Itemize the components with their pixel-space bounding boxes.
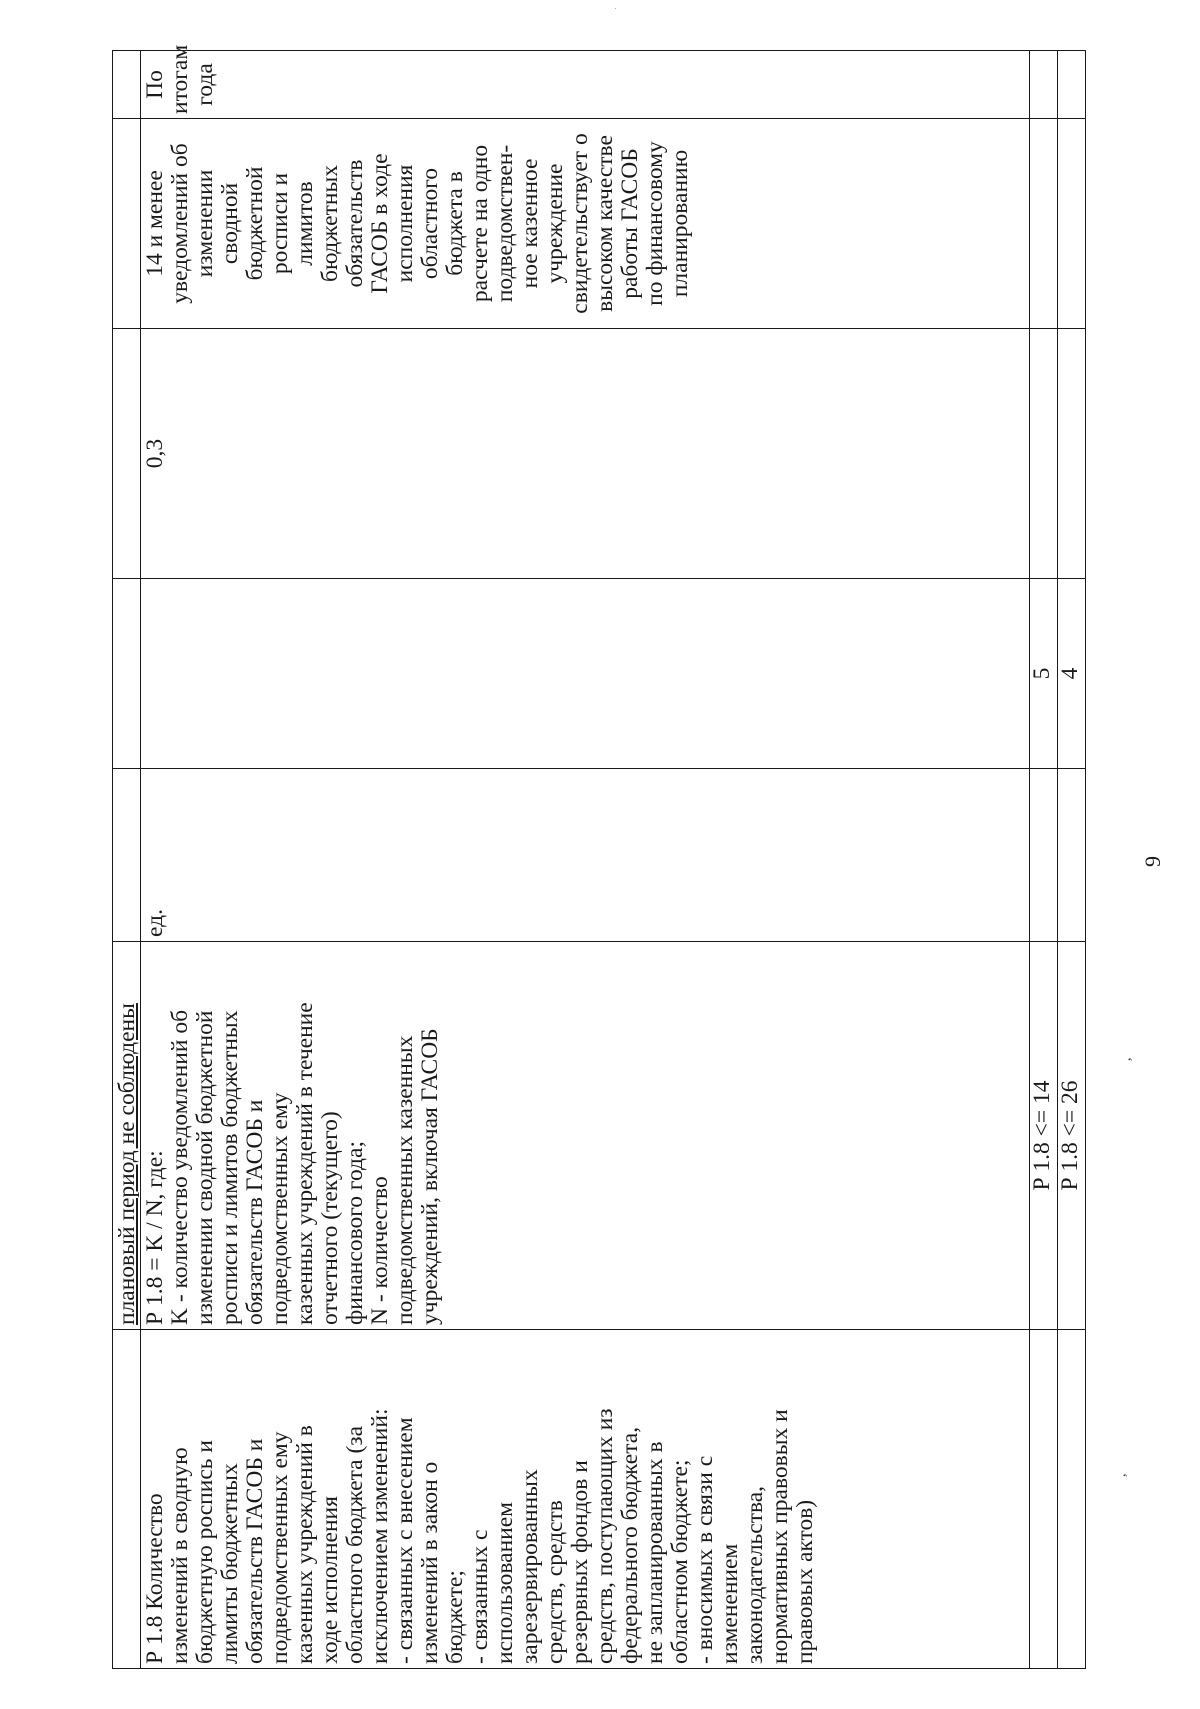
formula-line: отчетного (текущего) bbox=[317, 1111, 343, 1325]
unit-cell bbox=[113, 769, 141, 942]
indicator-line: - вносимых в связи с bbox=[692, 1455, 718, 1664]
comment-line: уведомлений об bbox=[167, 143, 193, 304]
indicator-line: - связанных с bbox=[467, 1529, 493, 1664]
comment-line: планированию bbox=[667, 149, 693, 298]
indicator-line: средств, поступающих из bbox=[592, 1408, 618, 1664]
comment-line: сводной bbox=[217, 182, 243, 265]
comment-line: обязательств bbox=[342, 159, 368, 288]
method-cell bbox=[113, 942, 141, 1330]
indicator-cell bbox=[113, 1330, 141, 1669]
formula-line: изменении сводной бюджетной bbox=[192, 1010, 218, 1325]
indicator-text bbox=[143, 1334, 818, 1664]
indicator-line: бюджете; bbox=[442, 1570, 468, 1664]
scan-speck: . bbox=[612, 7, 618, 9]
indicator-line: средств, средств bbox=[542, 1500, 568, 1664]
indicator-line: изменений в сводную bbox=[167, 1447, 193, 1664]
points-cell bbox=[1058, 579, 1086, 769]
formula-line: Р 1.8 = K / N, где: bbox=[142, 1150, 168, 1325]
points-text: 4 bbox=[1057, 667, 1083, 680]
indicator-line: ходе исполнения bbox=[317, 1496, 343, 1664]
indicator-line: использованием bbox=[492, 1501, 518, 1664]
comment-line: подведомствен- bbox=[492, 144, 518, 303]
score-row bbox=[1058, 51, 1086, 1669]
method-text: плановый период не соблюдены bbox=[114, 1003, 140, 1325]
indicator-line: правовых актов) bbox=[792, 1499, 818, 1664]
comment-line: бюджетных bbox=[317, 164, 343, 283]
comment-text bbox=[143, 123, 693, 324]
indicator-line: областном бюджете; bbox=[667, 1459, 693, 1664]
points-cell bbox=[113, 579, 141, 769]
comment-line: росписи и bbox=[267, 172, 293, 275]
indicator-cell bbox=[1058, 1330, 1086, 1669]
comment-line: учреждение bbox=[542, 163, 568, 284]
points-text: 5 bbox=[1029, 667, 1055, 680]
unit-cell bbox=[1058, 769, 1086, 942]
weight-cell bbox=[1058, 329, 1086, 579]
period-cell bbox=[141, 44, 1030, 119]
period-line: По bbox=[142, 70, 168, 99]
comment-line: ГАСОБ в ходе bbox=[367, 153, 393, 294]
indicator-line: изменением bbox=[717, 1543, 743, 1664]
formula-line: K - количество уведомлений об bbox=[167, 1009, 193, 1325]
comment-line: ное казенное bbox=[517, 158, 543, 289]
period-cell bbox=[113, 51, 141, 119]
indicator-line: законодательства, bbox=[742, 1485, 768, 1664]
indicator-row-r1-8 bbox=[141, 51, 1030, 1669]
comment-line: бюджета в bbox=[442, 171, 468, 276]
comment-line: изменении bbox=[192, 169, 218, 278]
condition-cell bbox=[1030, 942, 1058, 1330]
formula-line: подведомственных казенных bbox=[392, 1035, 418, 1325]
period-line: итогам bbox=[167, 44, 193, 114]
criteria-table bbox=[112, 44, 1086, 1669]
indicator-line: федерального бюджета, bbox=[617, 1426, 643, 1664]
condition-text: Р 1.8 <= 14 bbox=[1029, 1080, 1055, 1191]
comment-line: исполнения bbox=[392, 164, 418, 283]
points-cell bbox=[141, 579, 1030, 769]
formula-line: учреждений, включая ГАСОБ bbox=[417, 1028, 443, 1325]
indicator-line: изменений в закон о bbox=[417, 1461, 443, 1664]
scan-speck: , bbox=[1114, 1473, 1129, 1477]
comment-line: 14 и менее bbox=[142, 170, 168, 277]
weight-cell bbox=[141, 329, 1030, 579]
points-cell bbox=[1030, 579, 1058, 769]
formula-line: росписи и лимитов бюджетных bbox=[217, 1010, 243, 1325]
comment-cell bbox=[113, 119, 141, 329]
formula-line: казенных учреждений в течение bbox=[292, 1002, 318, 1325]
indicator-line: лимиты бюджетных bbox=[217, 1463, 243, 1664]
weight-cell bbox=[113, 329, 141, 579]
formula-line: N - количество bbox=[367, 1176, 393, 1325]
score-row bbox=[1030, 51, 1058, 1669]
indicator-line: областного бюджета (за bbox=[342, 1425, 368, 1664]
scan-speck: , bbox=[1119, 1057, 1134, 1061]
page-number: 9 bbox=[1140, 856, 1165, 867]
comment-line: работы ГАСОБ bbox=[617, 148, 643, 299]
comment-line: бюджетной bbox=[242, 166, 268, 281]
indicator-line: бюджетную роспись и bbox=[192, 1440, 218, 1664]
indicator-line: обязательств ГАСОБ и bbox=[242, 1438, 268, 1664]
unit-text: ед. bbox=[142, 909, 168, 937]
indicator-line: - связанных с внесением bbox=[392, 1417, 418, 1664]
formula-cell bbox=[141, 942, 1030, 1330]
unit-cell bbox=[141, 769, 1030, 942]
comment-line: свидетельствует о bbox=[567, 133, 593, 314]
comment-line: по финансовому bbox=[642, 141, 668, 306]
indicator-line: нормативных правовых и bbox=[767, 1409, 793, 1664]
indicator-line: Р 1.8 Количество bbox=[142, 1493, 168, 1664]
unit-cell bbox=[1030, 769, 1058, 942]
indicator-line: исключением изменений: bbox=[367, 1408, 393, 1664]
indicator-cell bbox=[141, 1330, 1030, 1669]
comment-line: областного bbox=[417, 167, 443, 280]
indicator-line: резервных фондов и bbox=[567, 1460, 593, 1664]
period-line: года bbox=[192, 63, 218, 106]
comment-cell bbox=[1058, 119, 1086, 329]
indicator-cell bbox=[1030, 1330, 1058, 1669]
indicator-line: зарезервированных bbox=[517, 1469, 543, 1664]
weight-cell bbox=[1030, 329, 1058, 579]
indicator-line: подведомственных ему bbox=[267, 1431, 293, 1664]
formula-line: финансового года; bbox=[342, 1141, 368, 1325]
comment-line: расчете на одно bbox=[467, 144, 493, 303]
condition-cell bbox=[1058, 942, 1086, 1330]
previous-row-tail bbox=[113, 51, 141, 1669]
formula-text bbox=[143, 946, 443, 1325]
period-cell bbox=[1058, 51, 1086, 119]
comment-cell bbox=[141, 119, 1030, 329]
period-text bbox=[142, 44, 218, 114]
condition-text: Р 1.8 <= 26 bbox=[1057, 1080, 1083, 1191]
comment-line: высоком качестве bbox=[592, 135, 618, 312]
indicator-line: не запланированных в bbox=[642, 1441, 668, 1664]
indicator-line: казенных учреждений в bbox=[292, 1425, 318, 1664]
period-cell bbox=[1030, 51, 1058, 119]
weight-text: 0,3 bbox=[142, 438, 168, 469]
comment-cell bbox=[1030, 119, 1058, 329]
formula-line: обязательств ГАСОБ и bbox=[242, 1099, 268, 1325]
comment-line: лимитов bbox=[292, 181, 318, 266]
formula-line: подведомственных ему bbox=[267, 1092, 293, 1325]
